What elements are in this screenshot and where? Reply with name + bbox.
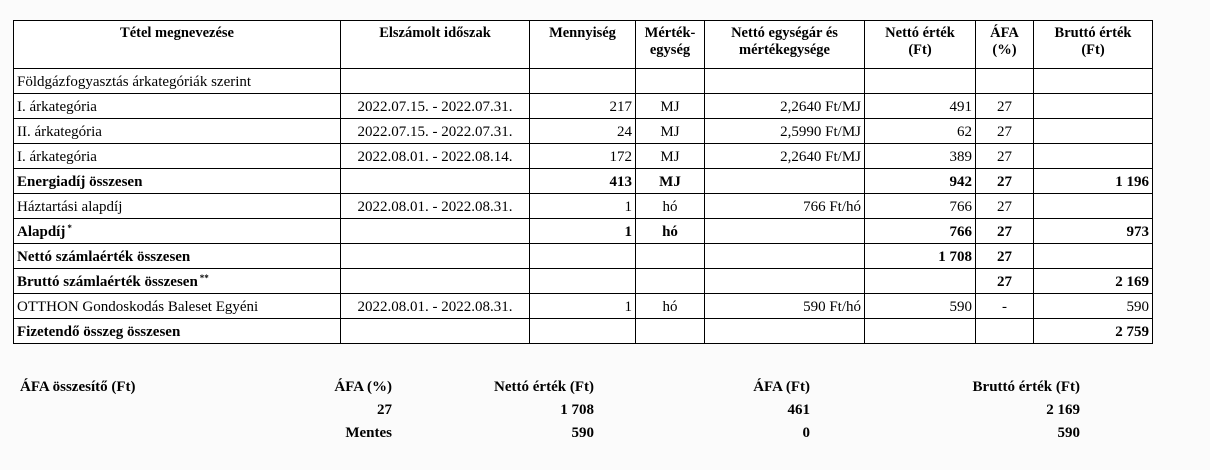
cell-qty: 24 (530, 119, 636, 144)
cell-qty (530, 69, 636, 94)
cell-net-value: 590 (865, 294, 976, 319)
cell-gross-value: 973 (1034, 219, 1153, 244)
amount-payable-row (14, 319, 1153, 344)
header-vat-rate: ÁFA (%) (976, 21, 1034, 69)
cell-qty (530, 269, 636, 294)
cell-item: Fizetendő összeg összesen (14, 319, 341, 344)
cell-unit-price: 590 Ft/hó (705, 294, 865, 319)
cell-unit: MJ (636, 144, 705, 169)
cell-unit-price: 2,2640 Ft/MJ (705, 144, 865, 169)
cell-gross-value: 590 (1034, 294, 1153, 319)
cell-unit (636, 319, 705, 344)
vat-summary-gross: 2 169 (1046, 402, 1080, 418)
cell-vat-rate: - (976, 294, 1034, 319)
cell-unit-price (705, 269, 865, 294)
cell-net-value: 766 (865, 219, 976, 244)
cell-vat-rate: 27 (976, 94, 1034, 119)
cell-unit: hó (636, 194, 705, 219)
invoice-items-table (13, 20, 1153, 344)
cell-qty: 1 (530, 194, 636, 219)
vat-summary-rate: 27 (377, 402, 392, 418)
header-unit-price: Nettó egységár és mértékegysége (705, 21, 865, 69)
cell-unit: MJ (636, 94, 705, 119)
cell-period (341, 219, 530, 244)
cell-gross-value (1034, 119, 1153, 144)
cell-net-value (865, 319, 976, 344)
header-net-value: Nettó érték (Ft) (865, 21, 976, 69)
cell-unit (636, 244, 705, 269)
cell-gross-value (1034, 69, 1153, 94)
cell-period: 2022.08.01. - 2022.08.14. (341, 144, 530, 169)
cell-gross-value: 2 169 (1034, 269, 1153, 294)
cell-net-value: 389 (865, 144, 976, 169)
cell-gross-value: 1 196 (1034, 169, 1153, 194)
base-fee-total-row (14, 219, 1153, 244)
cell-vat-rate: 27 (976, 244, 1034, 269)
cell-period (341, 169, 530, 194)
table-header-row (14, 21, 1153, 69)
footnote-marker: * (67, 223, 72, 233)
cell-gross-value (1034, 144, 1153, 169)
vat-summary-vat: 461 (787, 402, 810, 418)
vat-summary-title: ÁFA összesítő (Ft) (20, 379, 136, 395)
cell-period (341, 244, 530, 269)
cell-vat-rate: 27 (976, 269, 1034, 294)
cell-item (14, 269, 341, 294)
cell-item: Háztartási alapdíj (14, 194, 341, 219)
header-item: Tétel megnevezése (14, 21, 341, 69)
cell-item: OTTHON Gondoskodás Baleset Egyéni (14, 294, 341, 319)
cell-unit-price (705, 69, 865, 94)
cell-item (14, 219, 341, 244)
vat-summary-vat: 0 (802, 425, 810, 441)
cell-item: II. árkategória (14, 119, 341, 144)
header-period: Elszámolt időszak (341, 21, 530, 69)
cell-unit-price: 2,5990 Ft/MJ (705, 119, 865, 144)
cell-qty: 1 (530, 219, 636, 244)
cell-gross-value: 2 759 (1034, 319, 1153, 344)
header-gross-value: Bruttó érték (Ft) (1034, 21, 1153, 69)
cell-item: Nettó számlaérték összesen (14, 244, 341, 269)
cell-item: Energiadíj összesen (14, 169, 341, 194)
cell-unit-price (705, 319, 865, 344)
vat-summary-net: 1 708 (560, 402, 594, 418)
cell-unit (636, 69, 705, 94)
cell-net-value: 942 (865, 169, 976, 194)
cell-net-value: 766 (865, 194, 976, 219)
cell-item: I. árkategória (14, 144, 341, 169)
cell-unit: MJ (636, 119, 705, 144)
cell-net-value: 1 708 (865, 244, 976, 269)
vat-summary-row (20, 402, 1080, 425)
cell-net-value: 62 (865, 119, 976, 144)
header-unit: Mérték- egység (636, 21, 705, 69)
vat-summary-spacer (20, 402, 320, 425)
cell-gross-value (1034, 194, 1153, 219)
cell-period (341, 69, 530, 94)
cell-unit-price (705, 244, 865, 269)
vat-summary-header-rate: ÁFA (%) (334, 379, 392, 395)
cell-vat-rate (976, 319, 1034, 344)
cell-item: Földgázfogyasztás árkategóriák szerint (14, 69, 341, 94)
table-row (14, 94, 1153, 119)
vat-summary-rate: Mentes (345, 425, 392, 441)
cell-item-text: Bruttó számlaérték összesen (17, 274, 198, 290)
cell-net-value: 491 (865, 94, 976, 119)
cell-vat-rate: 27 (976, 144, 1034, 169)
vat-summary-header-row (20, 379, 1080, 402)
cell-qty: 217 (530, 94, 636, 119)
cell-gross-value (1034, 244, 1153, 269)
cell-item: I. árkategória (14, 94, 341, 119)
cell-qty (530, 319, 636, 344)
cell-period: 2022.07.15. - 2022.07.31. (341, 119, 530, 144)
cell-vat-rate: 27 (976, 219, 1034, 244)
cell-period: 2022.08.01. - 2022.08.31. (341, 194, 530, 219)
vat-summary-row (20, 425, 1080, 448)
table-row (14, 119, 1153, 144)
cell-vat-rate (976, 69, 1034, 94)
cell-vat-rate: 27 (976, 194, 1034, 219)
cell-vat-rate: 27 (976, 119, 1034, 144)
cell-gross-value (1034, 94, 1153, 119)
header-qty: Mennyiség (530, 21, 636, 69)
vat-summary-gross: 590 (1057, 425, 1080, 441)
gross-invoice-total-row (14, 269, 1153, 294)
vat-summary-table (20, 379, 1080, 448)
footnote-marker: ** (199, 273, 209, 283)
vat-summary-spacer (20, 425, 320, 448)
vat-summary-net: 590 (571, 425, 594, 441)
cell-unit: hó (636, 219, 705, 244)
table-row (14, 69, 1153, 94)
cell-period: 2022.07.15. - 2022.07.31. (341, 94, 530, 119)
cell-net-value (865, 269, 976, 294)
cell-unit-price: 2,2640 Ft/MJ (705, 94, 865, 119)
cell-item-text: Alapdíj (17, 224, 66, 240)
cell-unit (636, 269, 705, 294)
cell-period (341, 269, 530, 294)
cell-qty (530, 244, 636, 269)
vat-summary-header-net: Nettó érték (Ft) (494, 379, 594, 395)
cell-unit: hó (636, 294, 705, 319)
energy-fee-total-row (14, 169, 1153, 194)
cell-unit: MJ (636, 169, 705, 194)
cell-period: 2022.08.01. - 2022.08.31. (341, 294, 530, 319)
cell-unit-price (705, 219, 865, 244)
cell-unit-price (705, 169, 865, 194)
table-row (14, 144, 1153, 169)
cell-qty: 1 (530, 294, 636, 319)
net-invoice-total-row (14, 244, 1153, 269)
cell-vat-rate: 27 (976, 169, 1034, 194)
cell-unit-price: 766 Ft/hó (705, 194, 865, 219)
table-row (14, 194, 1153, 219)
vat-summary-header-vat: ÁFA (Ft) (753, 379, 810, 395)
cell-net-value (865, 69, 976, 94)
vat-summary-header-gross: Bruttó érték (Ft) (972, 379, 1080, 395)
cell-period (341, 319, 530, 344)
table-row (14, 294, 1153, 319)
cell-qty: 413 (530, 169, 636, 194)
cell-qty: 172 (530, 144, 636, 169)
